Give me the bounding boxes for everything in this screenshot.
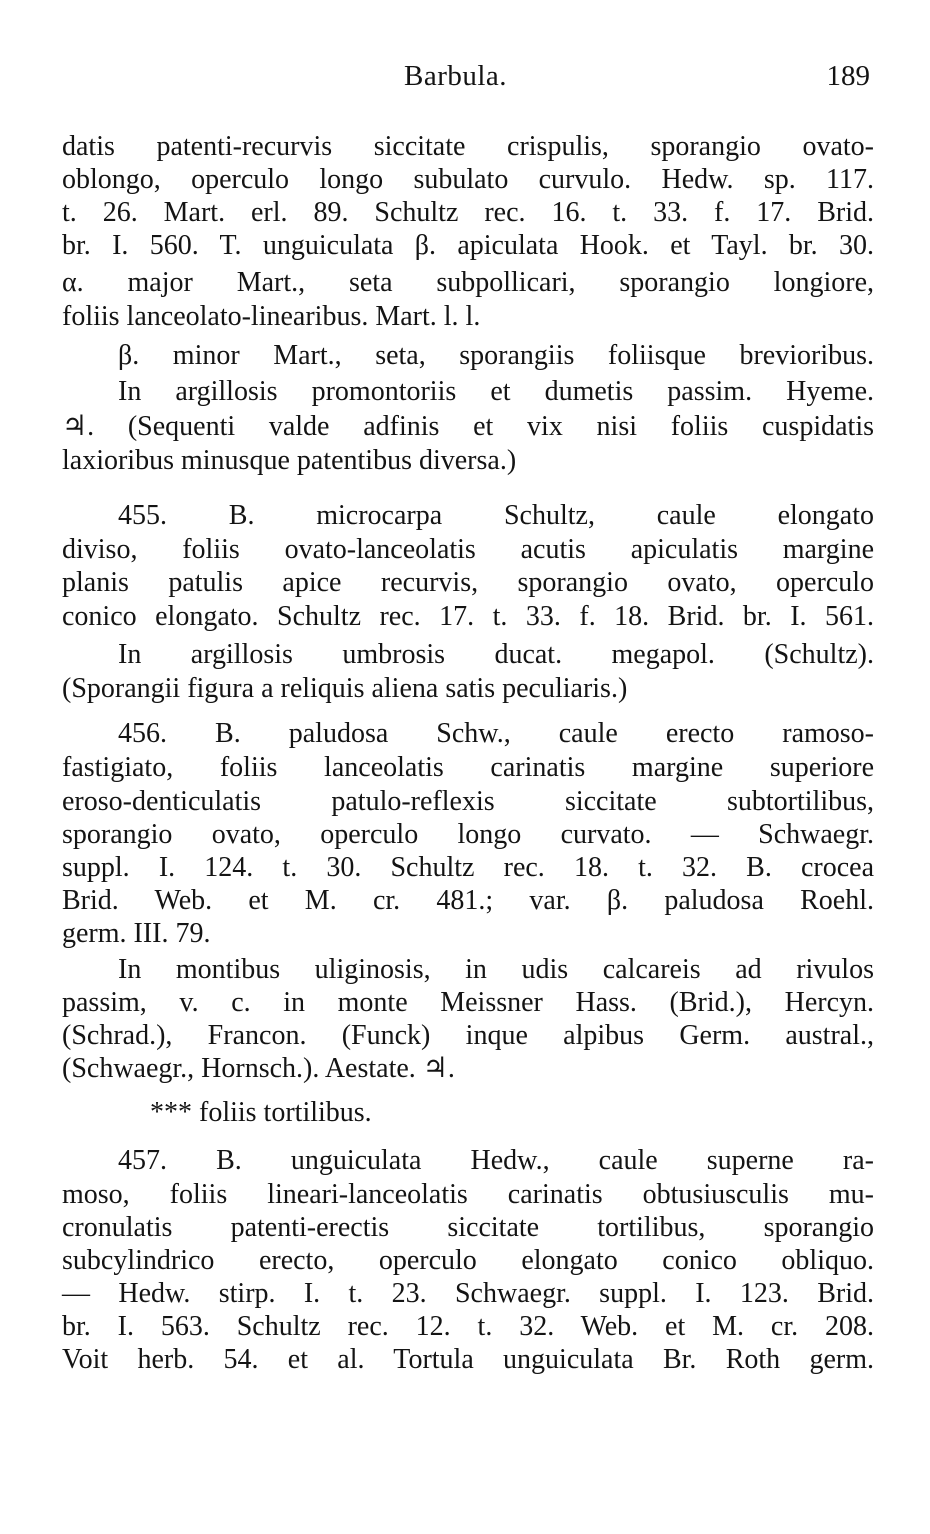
text-line: Voit herb. 54. et al. Tortula unguiculata Br. Roth germ. [62,1344,874,1375]
text-line: conico elongato. Schultz rec. 17. t. 33. f. 18. Brid. br. I. 561. [62,601,874,632]
page-number: 189 [826,60,870,92]
section-heading: *** foliis tortilibus. [150,1097,372,1128]
page-header [62,60,870,100]
species-heading-line: 457. B. unguiculata Hedw., caule superne ra- [118,1145,874,1176]
text-line: germ. III. 79. [62,918,211,949]
text-line: subcylindrico erecto, operculo elongato conico obliquo. [62,1245,874,1276]
text-line: In montibus uliginosis, in udis calcareis ad rivulos [118,954,874,985]
text-line: suppl. I. 124. t. 30. Schultz rec. 18. t. 32. B. crocea [62,852,874,883]
text-line: β. minor Mart., seta, sporangiis foliisque brevioribus. [118,340,874,371]
species-heading-line: 455. B. microcarpa Schultz, caule elongato [118,500,874,531]
text-line: (Sporangii figura a reliquis aliena satis peculiaris.) [62,673,628,704]
text-line: sporangio ovato, operculo longo curvato. — Schwaegr. [62,819,874,850]
text-line: planis patulis apice recurvis, sporangio ovato, operculo [62,567,874,598]
text-line: diviso, foliis ovato-lanceolatis acutis apiculatis margine [62,534,874,565]
text-line: α. major Mart., seta subpollicari, sporangio longiore, [62,267,874,298]
species-heading-line: 456. B. paludosa Schw., caule erecto ramoso- [118,718,874,749]
text-line: foliis lanceolato-linearibus. Mart. l. l. [62,301,481,332]
text-line: oblongo, operculo longo subulato curvulo. Hedw. sp. 117. [62,164,874,195]
text-line: ♃. (Sequenti valde adfinis et vix nisi foliis cuspidatis [62,411,874,442]
text-line: fastigiato, foliis lanceolatis carinatis margine superiore [62,752,874,783]
text-line: laxioribus minusque patentibus diversa.) [62,445,517,476]
text-line: passim, v. c. in monte Meissner Hass. (Brid.), Hercyn. [62,987,874,1018]
text-line: br. I. 563. Schultz rec. 12. t. 32. Web. et M. cr. 208. [62,1311,874,1342]
text-line: cronulatis patenti-erectis siccitate tortilibus, sporangio [62,1212,874,1243]
running-title: Barbula. [404,60,508,92]
text-line: Brid. Web. et M. cr. 481.; var. β. paludosa Roehl. [62,885,874,916]
text-line: br. I. 560. T. unguiculata β. apiculata Hook. et Tayl. br. 30. [62,230,874,261]
text-line: moso, foliis lineari-lanceolatis carinatis obtusiusculis mu- [62,1179,874,1210]
text-line: t. 26. Mart. erl. 89. Schultz rec. 16. t. 33. f. 17. Brid. [62,197,874,228]
text-line: (Schrad.), Francon. (Funck) inque alpibus Germ. austral., [62,1020,874,1051]
text-line: (Schwaegr., Hornsch.). Aestate. ♃. [62,1053,455,1084]
text-line: In argillosis umbrosis ducat. megapol. (Schultz). [118,639,874,670]
text-line: In argillosis promontoriis et dumetis passim. Hyeme. [118,376,874,407]
text-line: eroso-denticulatis patulo-reflexis siccitate subtortilibus, [62,786,874,817]
text-line: datis patenti-recurvis siccitate crispulis, sporangio ovato- [62,131,874,162]
text-line: — Hedw. stirp. I. t. 23. Schwaegr. suppl. I. 123. Brid. [62,1278,874,1309]
